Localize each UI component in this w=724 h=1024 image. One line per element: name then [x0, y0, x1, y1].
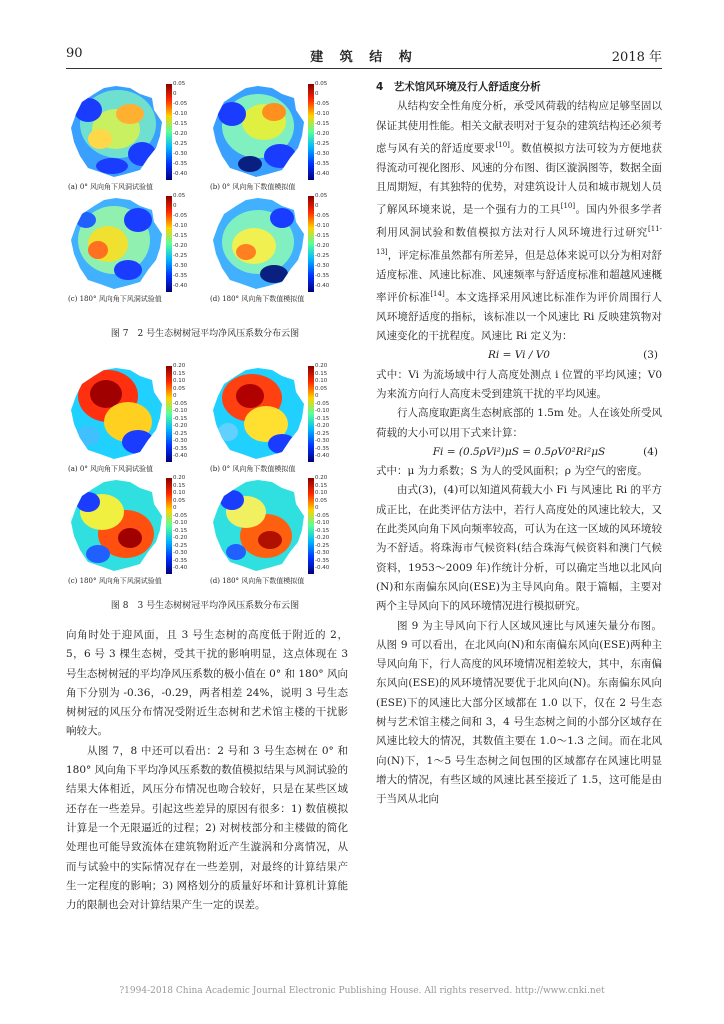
equation-4: Fi = (0.5ρVi²)μS = 0.5ρV0²Ri²μS (4) [432, 445, 658, 458]
equation-3: Ri = Vi / V0 (3) [488, 349, 658, 362]
fig8a-colorbar [166, 366, 172, 462]
fig8b-colorbar [308, 366, 314, 462]
fig7d-colorbar-ticks: 0.05 0 -0.05 -0.10 -0.15 -0.20 -0.25 -0.30 -0.35 -0.40 [315, 193, 330, 289]
fig7b-colorbar-ticks: 0.05 0 -0.05 -0.10 -0.15 -0.20 -0.25 -0.30 -0.35 -0.40 [315, 81, 330, 177]
left-column [66, 626, 348, 915]
fig7d-subcaption: (d) 180° 风向角下数值模拟值 [210, 295, 305, 303]
fig7a-contour-map [68, 84, 164, 178]
page-number: 90 [66, 46, 83, 61]
header-rule [66, 68, 662, 69]
right-paragraph-5: 由式(3)，(4)可以知道风荷载大小 Fi 与风速比 Ri 的平方成正比，在此类评估方法中，若行人高度处的风速比较大，又在此类风向角下风向频率较高，可认为在这一区域的风环境较为不舒适。将珠海市气候资料(结合珠海气候资料和澳门气候资料，1953～2009 年)作统计分析，可以确定当地以北风向(N)和东南偏东风向(ESE)为主导风向角。限于篇幅，主要对两个主导风向下的风环境情况进行模拟研究。 [376, 484, 662, 613]
section-heading: 4 艺术馆风环境及行人舒适度分析 [376, 81, 541, 93]
fig7-panel-a [66, 81, 202, 192]
fig8a-colorbar-ticks: 0.20 0.15 0.10 0.05 0 -0.05 -0.10 -0.15 -0.20 -0.25 -0.30 -0.35 -0.40 [173, 363, 188, 459]
fig8b-contour-map [210, 366, 306, 460]
copyright-footer: ?1994-2018 China Academic Journal Electronic Publishing House. All rights reserved. http://www.cnki.net [119, 986, 605, 996]
fig7b-contour-map [210, 84, 306, 178]
fig8-panel-d [208, 475, 344, 586]
fig7-panel-b [208, 81, 344, 192]
right-paragraph-2: 式中：Vi 为流场域中行人高度处测点 i 位置的平均风速；V0 为来流方向行人高度未受到建筑干扰的平均风速。 [376, 368, 662, 400]
journal-title: 建 筑 结 构 [310, 50, 418, 65]
left-paragraph-1: 向角时处于迎风面，且 3 号生态树的高度低于附近的 2，5，6 号 3 棵生态树，受其干扰的影响明显，这点体现在 3 号生态树树冠的平均净风压系数的极小值在 0° 和 180° 风向角下分别为 -0.36，-0.29，两者相差 24%，说明 3 号生态树树冠的风压分布情况受附近生态树和艺术馆主楼的干扰影响较大。 [66, 629, 348, 738]
journal-year: 2018 年 [611, 50, 662, 65]
fig8d-colorbar [308, 478, 314, 574]
fig7-panel-d [208, 193, 344, 304]
fig7a-colorbar-ticks: 0.05 0 -0.05 -0.10 -0.15 -0.20 -0.25 -0.30 -0.35 -0.40 [173, 81, 188, 177]
right-paragraph-6: 图 9 为主导风向下行人区域风速比与风速矢量分布图。从图 9 可以看出，在北风向(N)和东南偏东风向(ESE)两种主导风向角下，行人高度的风环境情况相差较大，其中，东南偏东风向(ESE)的风环境情况要优于北风向(N)。东南偏东风向(ESE)下的风速比大部分区域都在 1.0 以下，仅在 2 号生态树与艺术馆主楼之间和 3，4 号生态树之间的小部分区域存在风速比较大的情况，其数值主要在 1.0～1.3 之间。而在北风向(N)下，1～5 号生态树之间包围的区域都存在风速比明显增大的情况，有些区域的风速比甚至接近了 1.5，这可能是由于当风从北向 [376, 619, 662, 806]
right-column [376, 78, 662, 809]
fig7c-contour-map [68, 196, 164, 290]
figure-8 [62, 363, 348, 616]
fig7-panel-c [66, 193, 202, 304]
fig8-panel-a [66, 363, 202, 474]
page-header [66, 46, 662, 66]
fig8a-contour-map [68, 366, 164, 460]
fig7c-colorbar [166, 196, 172, 292]
fig8-panel-b [208, 363, 344, 474]
right-paragraph-3: 行人高度取距离生态树底部的 1.5m 处。人在该处所受风荷载的大小可以用下式来计算： [376, 407, 662, 439]
fig7c-colorbar-ticks: 0.05 0 -0.05 -0.10 -0.15 -0.20 -0.25 -0.30 -0.35 -0.40 [173, 193, 188, 289]
fig8d-contour-map [210, 478, 306, 572]
fig8c-subcaption: (c) 180° 风向角下风洞试验值 [68, 577, 162, 585]
fig7b-subcaption: (b) 0° 风向角下数值模拟值 [210, 183, 296, 191]
fig8d-colorbar-ticks: 0.20 0.15 0.10 0.05 0 -0.05 -0.10 -0.15 -0.20 -0.25 -0.30 -0.35 -0.40 [315, 475, 330, 571]
right-paragraph-4: 式中：μ 为力系数；S 为人的受风面积；ρ 为空气的密度。 [376, 465, 648, 478]
fig7d-contour-map [210, 196, 306, 290]
left-paragraph-2: 从图 7，8 中还可以看出：2 号和 3 号生态树在 0° 和 180° 风向角下平均净风压系数的数值模拟结果与风洞试验的结果大体相近，风压分布情况也吻合较好，只是在某些区域还存在一些差异。引起这些差异的原因有很多：1) 数值模拟计算是一个无限逼近的过程；2) 对树枝部分和主楼做的简化处理也可能导致流体在建筑物附近产生漩涡和分离情况，从而与试验中的实际情况存在一些差别，对最终的计算结果产生一定程度的影响；3) 网格划分的质量好坏和计算机计算能力的限制也会对计算结果产生一定的误差。 [66, 744, 348, 912]
fig8-panel-c [66, 475, 202, 586]
fig7c-subcaption: (c) 180° 风向角下风洞试验值 [68, 295, 162, 303]
fig8b-colorbar-ticks: 0.20 0.15 0.10 0.05 0 -0.05 -0.10 -0.15 -0.20 -0.25 -0.30 -0.35 -0.40 [315, 363, 330, 459]
fig8a-subcaption: (a) 0° 风向角下风洞试验值 [68, 465, 154, 473]
fig8c-contour-map [68, 478, 164, 572]
fig7a-colorbar [166, 84, 172, 180]
fig8c-colorbar [166, 478, 172, 574]
fig8b-subcaption: (b) 0° 风向角下数值模拟值 [210, 465, 296, 473]
fig7b-colorbar [308, 84, 314, 180]
fig7d-colorbar [308, 196, 314, 292]
fig7-caption: 图 7 2 号生态树树冠平均净风压系数分布云图 [110, 329, 300, 339]
figure-7 [62, 81, 348, 342]
fig8-caption: 图 8 3 号生态树树冠平均净风压系数分布云图 [110, 601, 300, 611]
fig8d-subcaption: (d) 180° 风向角下数值模拟值 [210, 577, 305, 585]
fig7a-subcaption: (a) 0° 风向角下风洞试验值 [68, 183, 154, 191]
right-paragraph-1: 从结构安全性角度分析，承受风荷载的结构应足够坚固以保证其使用性能。相关文献表明对于复杂的建筑结构还必须考虑与风有关的舒适度要求[10]。数值模拟方法可较为方便地获得流动可视化图形、风速的分布图、街区漩涡图等，数据全面且周期短，有其独特的优势，对建筑设计人员和城市规划人员了解风环境来说，是一个强有力的工具[10]。国内外很多学者利用风洞试验和数值模拟方法对行人风环境进行过研究[11-13]，评定标准虽然都有所差异，但是总体来说可以分为相对舒适度标准、风速比标准、风速频率与舒适度标准和超越风速概率评价标准[14]。本文选择采用风速比标准作为评价周围行人风环境舒适度的指标，该标准以一个风速比 Ri 反映建筑物对风速变化的干扰程度。风速比 Ri 定义为： [376, 100, 663, 343]
fig8c-colorbar-ticks: 0.20 0.15 0.10 0.05 0 -0.05 -0.10 -0.15 -0.20 -0.25 -0.30 -0.35 -0.40 [173, 475, 188, 571]
